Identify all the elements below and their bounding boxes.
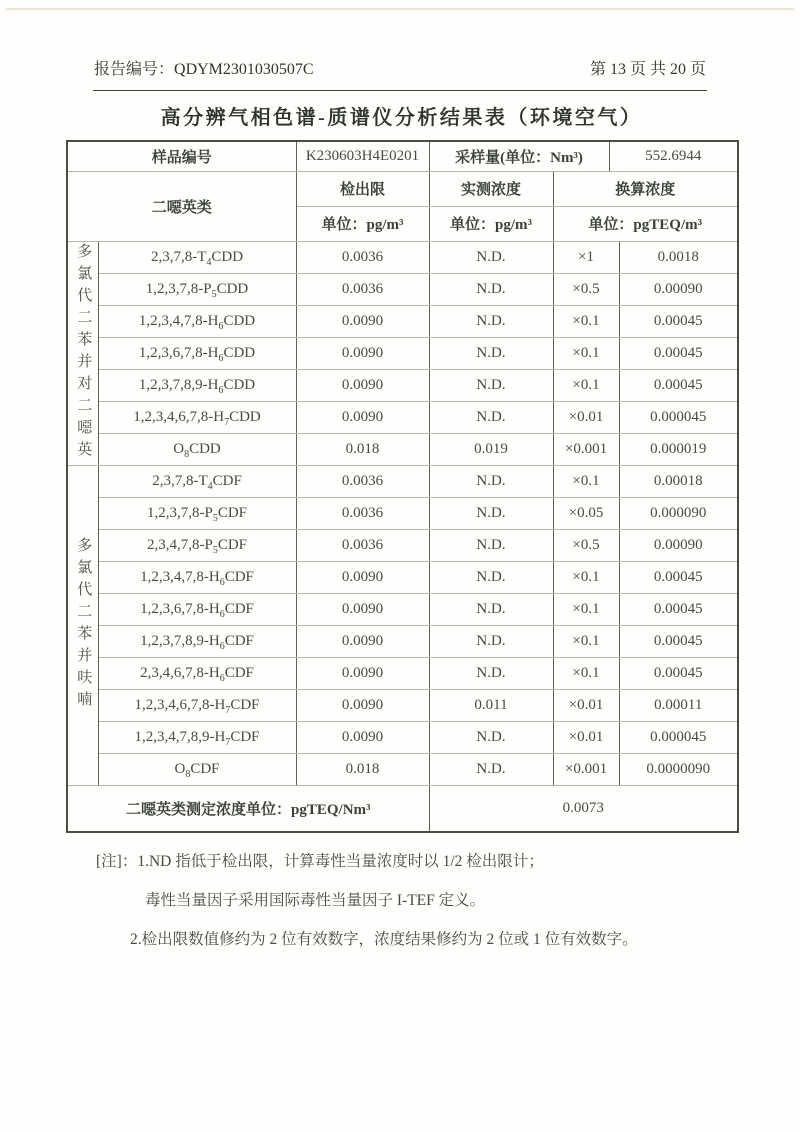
table-row: [67, 721, 738, 753]
detection-limit-value: 0.0090: [296, 561, 429, 593]
measured-value: N.D.: [429, 241, 553, 273]
measured-value: N.D.: [429, 593, 553, 625]
congener-name: $1,2,3,6,7,8-H_6CDD$: [98, 337, 296, 369]
teq-value: 0.00045: [619, 657, 738, 689]
tef-factor: ×0.5: [553, 529, 619, 561]
table-row: [67, 657, 738, 689]
detection-limit-value: 0.0090: [296, 657, 429, 689]
table-row: [67, 241, 738, 273]
congener-rows: [67, 241, 738, 785]
analyte-class-header: 二噁英类: [67, 171, 296, 241]
detection-limit-value: 0.0090: [296, 401, 429, 433]
table-row: [67, 497, 738, 529]
header-divider: [93, 90, 707, 91]
table-row: [67, 753, 738, 785]
teq-value: 0.000045: [619, 721, 738, 753]
teq-value: 0.00090: [619, 529, 738, 561]
congener-name: $2,3,7,8-T_4CDF$: [98, 465, 296, 497]
congener-name: $2,3,4,7,8-P_5CDF$: [98, 529, 296, 561]
tef-factor: ×0.1: [553, 561, 619, 593]
tef-factor: ×0.05: [553, 497, 619, 529]
total-row: [67, 785, 738, 832]
measured-value: N.D.: [429, 497, 553, 529]
table-row: [67, 465, 738, 497]
detection-limit-value: 0.018: [296, 753, 429, 785]
congener-name: $1,2,3,4,7,8-H_6CDF$: [98, 561, 296, 593]
congener-name: $1,2,3,4,6,7,8-H_7CDD$: [98, 401, 296, 433]
tef-factor: ×1: [553, 241, 619, 273]
sample-volume-value: 552.6944: [609, 141, 738, 171]
tef-factor: ×0.01: [553, 401, 619, 433]
tef-factor: ×0.1: [553, 625, 619, 657]
note-line: [注]：1.ND 指低于检出限，计算毒性当量浓度时以 1/2 检出限计；: [96, 853, 544, 870]
table-row: [67, 305, 738, 337]
detection-limit-value: 0.018: [296, 433, 429, 465]
congener-name: $2,3,4,6,7,8-H_6CDF$: [98, 657, 296, 689]
congener-name: $2,3,7,8-T_4CDD$: [98, 241, 296, 273]
measured-value: N.D.: [429, 337, 553, 369]
congener-name: $1,2,3,4,7,8-H_6CDD$: [98, 305, 296, 337]
notes-block: [96, 842, 716, 959]
converted-unit: 单位：pgTEQ/m³: [553, 206, 738, 241]
measured-value: N.D.: [429, 465, 553, 497]
measured-header: 实测浓度: [429, 171, 553, 206]
measured-value: N.D.: [429, 273, 553, 305]
measured-value: N.D.: [429, 625, 553, 657]
results-table: [66, 140, 739, 833]
congener-name: $O_8CDF$: [98, 753, 296, 785]
teq-value: 0.0000090: [619, 753, 738, 785]
page-indicator: 第 13 页 共 20 页: [589, 61, 706, 78]
teq-value: 0.0018: [619, 241, 738, 273]
scan-artifact-line: [6, 8, 794, 10]
measured-value: N.D.: [429, 561, 553, 593]
sample-volume-label: 采样量(单位：Nm³): [429, 141, 609, 171]
measured-value: 0.019: [429, 433, 553, 465]
detection-limit-value: 0.0090: [296, 369, 429, 401]
detection-limit-value: 0.0036: [296, 529, 429, 561]
teq-value: 0.000045: [619, 401, 738, 433]
group-label: 多氯代二苯并对二噁英: [67, 241, 98, 465]
table-row: [67, 337, 738, 369]
measured-value: N.D.: [429, 369, 553, 401]
measured-value: N.D.: [429, 721, 553, 753]
column-header-row: [67, 171, 738, 206]
measured-value: N.D.: [429, 529, 553, 561]
teq-value: 0.000019: [619, 433, 738, 465]
tef-factor: ×0.1: [553, 657, 619, 689]
detection-limit-value: 0.0036: [296, 273, 429, 305]
teq-value: 0.000090: [619, 497, 738, 529]
congener-name: $1,2,3,7,8-P_5CDD$: [98, 273, 296, 305]
report-number-value: QDYM2301030507C: [174, 61, 314, 78]
detection-limit-value: 0.0090: [296, 721, 429, 753]
tef-factor: ×0.1: [553, 465, 619, 497]
tef-factor: ×0.001: [553, 433, 619, 465]
detection-limit-value: 0.0090: [296, 593, 429, 625]
sample-id-value: K230603H4E0201: [296, 141, 429, 171]
congener-name: $1,2,3,4,7,8,9-H_7CDF$: [98, 721, 296, 753]
detection-limit-value: 0.0036: [296, 465, 429, 497]
detection-limit-value: 0.0036: [296, 497, 429, 529]
congener-name: $1,2,3,7,8-P_5CDF$: [98, 497, 296, 529]
teq-value: 0.00045: [619, 337, 738, 369]
sample-row: [67, 141, 738, 171]
total-value: 0.0073: [429, 785, 738, 832]
measured-value: N.D.: [429, 305, 553, 337]
teq-value: 0.00045: [619, 561, 738, 593]
teq-value: 0.00045: [619, 625, 738, 657]
note-line: 毒性当量因子采用国际毒性当量因子 I-TEF 定义。: [145, 892, 486, 909]
table-row: [67, 689, 738, 721]
congener-name: $1,2,3,7,8,9-H_6CDD$: [98, 369, 296, 401]
detection-limit-value: 0.0036: [296, 241, 429, 273]
congener-name: $1,2,3,7,8,9-H_6CDF$: [98, 625, 296, 657]
measured-unit: 单位：pg/m³: [429, 206, 553, 241]
teq-value: 0.00045: [619, 593, 738, 625]
note-line: 2.检出限数值修约为 2 位有效数字，浓度结果修约为 2 位或 1 位有效数字。: [130, 931, 638, 948]
measured-value: 0.011: [429, 689, 553, 721]
table-row: [67, 529, 738, 561]
measured-value: N.D.: [429, 657, 553, 689]
detection-limit-value: 0.0090: [296, 625, 429, 657]
teq-value: 0.00045: [619, 369, 738, 401]
tef-factor: ×0.01: [553, 721, 619, 753]
detection-limit-value: 0.0090: [296, 305, 429, 337]
table-row: [67, 625, 738, 657]
table-row: [67, 369, 738, 401]
report-header: [94, 56, 706, 79]
detection-limit-unit: 单位：pg/m³: [296, 206, 429, 241]
table-row: [67, 593, 738, 625]
teq-value: 0.00011: [619, 689, 738, 721]
detection-limit-value: 0.0090: [296, 337, 429, 369]
tef-factor: ×0.1: [553, 305, 619, 337]
converted-header: 换算浓度: [553, 171, 738, 206]
tef-factor: ×0.5: [553, 273, 619, 305]
congener-name: $1,2,3,6,7,8-H_6CDF$: [98, 593, 296, 625]
tef-factor: ×0.1: [553, 593, 619, 625]
tef-factor: ×0.01: [553, 689, 619, 721]
page-title: 高分辨气相色谱-质谱仪分析结果表（环境空气）: [160, 107, 643, 129]
congener-name: $O_8CDD$: [98, 433, 296, 465]
detection-limit-value: 0.0090: [296, 689, 429, 721]
sample-id-label: 样品编号: [67, 141, 296, 171]
detection-limit-header: 检出限: [296, 171, 429, 206]
report-number: [94, 56, 314, 79]
report-number-label: 报告编号：: [94, 61, 175, 78]
group-label: 多氯代二苯并呋喃: [67, 465, 98, 785]
measured-value: N.D.: [429, 753, 553, 785]
table-row: [67, 433, 738, 465]
table-row: [67, 401, 738, 433]
teq-value: 0.00090: [619, 273, 738, 305]
tef-factor: ×0.1: [553, 337, 619, 369]
table-row: [67, 561, 738, 593]
congener-name: $1,2,3,4,6,7,8-H_7CDF$: [98, 689, 296, 721]
measured-value: N.D.: [429, 401, 553, 433]
teq-value: 0.00018: [619, 465, 738, 497]
total-label: 二噁英类测定浓度单位：pgTEQ/Nm³: [67, 785, 429, 832]
tef-factor: ×0.001: [553, 753, 619, 785]
tef-factor: ×0.1: [553, 369, 619, 401]
teq-value: 0.00045: [619, 305, 738, 337]
table-row: [67, 273, 738, 305]
